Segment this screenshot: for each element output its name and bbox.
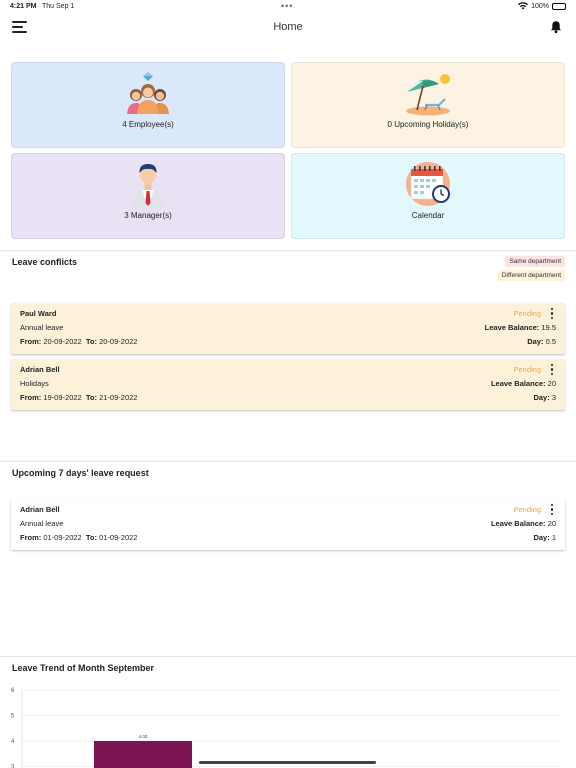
status-badge: Pending	[513, 309, 541, 318]
employee-name: Adrian Bell	[20, 365, 60, 374]
employee-name: Paul Ward	[20, 309, 57, 318]
leave-dates: From: 20-09-2022 To: 20-09-2022	[20, 337, 138, 346]
page-title: Home	[273, 21, 303, 33]
leave-balance: Leave Balance: 20	[490, 519, 556, 528]
leave-trend-chart-svg	[0, 684, 576, 768]
more-options-icon[interactable]	[550, 364, 554, 375]
different-department-badge: Different department	[498, 270, 565, 281]
leave-conflicts-title: Leave conflicts	[12, 257, 78, 267]
y-tick-label: 3	[11, 764, 15, 768]
upcoming-holidays-count-label: 0 Upcoming Holiday(s)	[387, 120, 469, 129]
status-time: 4:21 PM	[10, 3, 37, 10]
more-options-icon[interactable]	[550, 504, 554, 515]
beach-holiday-icon	[403, 70, 453, 116]
status-date: Thu Sep 1	[42, 3, 75, 10]
manager-icon	[123, 161, 173, 207]
status-badge: Pending	[513, 365, 541, 374]
employees-icon	[123, 70, 173, 116]
status-right	[518, 2, 566, 10]
y-tick-label: 6	[11, 688, 15, 694]
upcoming-leave-title: Upcoming 7 days' leave request	[12, 468, 149, 478]
leave-trend-chart	[0, 684, 576, 768]
notification-bell-icon[interactable]	[549, 20, 563, 34]
status-badge: Pending	[513, 505, 541, 514]
managers-count-label: 3 Manager(s)	[124, 211, 172, 220]
section-divider	[0, 250, 576, 251]
upcoming-leave-item[interactable]	[11, 499, 565, 550]
y-tick-label: 4	[11, 739, 15, 745]
managers-card[interactable]	[11, 153, 285, 239]
dashboard-cards	[11, 62, 565, 239]
leave-days: Day: 1	[533, 533, 556, 542]
leave-balance: Leave Balance: 20	[490, 379, 556, 388]
battery-percent: 100%	[531, 2, 549, 10]
leave-conflict-item[interactable]	[11, 303, 565, 354]
status-bar	[0, 0, 576, 14]
leave-trend-title: Leave Trend of Month September	[12, 663, 155, 673]
battery-icon	[552, 3, 566, 10]
leave-balance: Leave Balance: 19.5	[484, 323, 556, 332]
leave-type: Annual leave	[20, 519, 64, 528]
leave-dates: From: 19-09-2022 To: 21-09-2022	[20, 393, 138, 402]
upcoming-holidays-card[interactable]	[291, 62, 565, 148]
calendar-icon	[403, 161, 453, 207]
same-department-badge: Same department	[505, 256, 565, 267]
section-divider	[0, 461, 576, 462]
calendar-card[interactable]	[291, 153, 565, 239]
employees-card[interactable]	[11, 62, 285, 148]
scroll-indicator[interactable]	[199, 761, 376, 764]
leave-days: Day: 3	[533, 393, 556, 402]
bar-data-label: 4.00	[138, 734, 148, 739]
leave-days: Day: 0.5	[527, 337, 556, 346]
leave-dates: From: 01-09-2022 To: 01-09-2022	[20, 533, 138, 542]
employee-name: Adrian Bell	[20, 505, 60, 514]
leave-type: Holidays	[20, 379, 49, 388]
leave-conflict-item[interactable]	[11, 359, 565, 410]
y-tick-label: 5	[11, 713, 15, 720]
employees-count-label: 4 Employee(s)	[122, 120, 174, 129]
section-divider	[0, 656, 576, 657]
trend-bar	[94, 741, 192, 768]
nav-bar	[0, 14, 576, 42]
leave-type: Annual leave	[20, 323, 64, 332]
multitasking-dots[interactable]: •••	[281, 1, 294, 11]
wifi-icon	[518, 2, 528, 10]
calendar-label: Calendar	[411, 211, 445, 220]
more-options-icon[interactable]	[550, 308, 554, 319]
